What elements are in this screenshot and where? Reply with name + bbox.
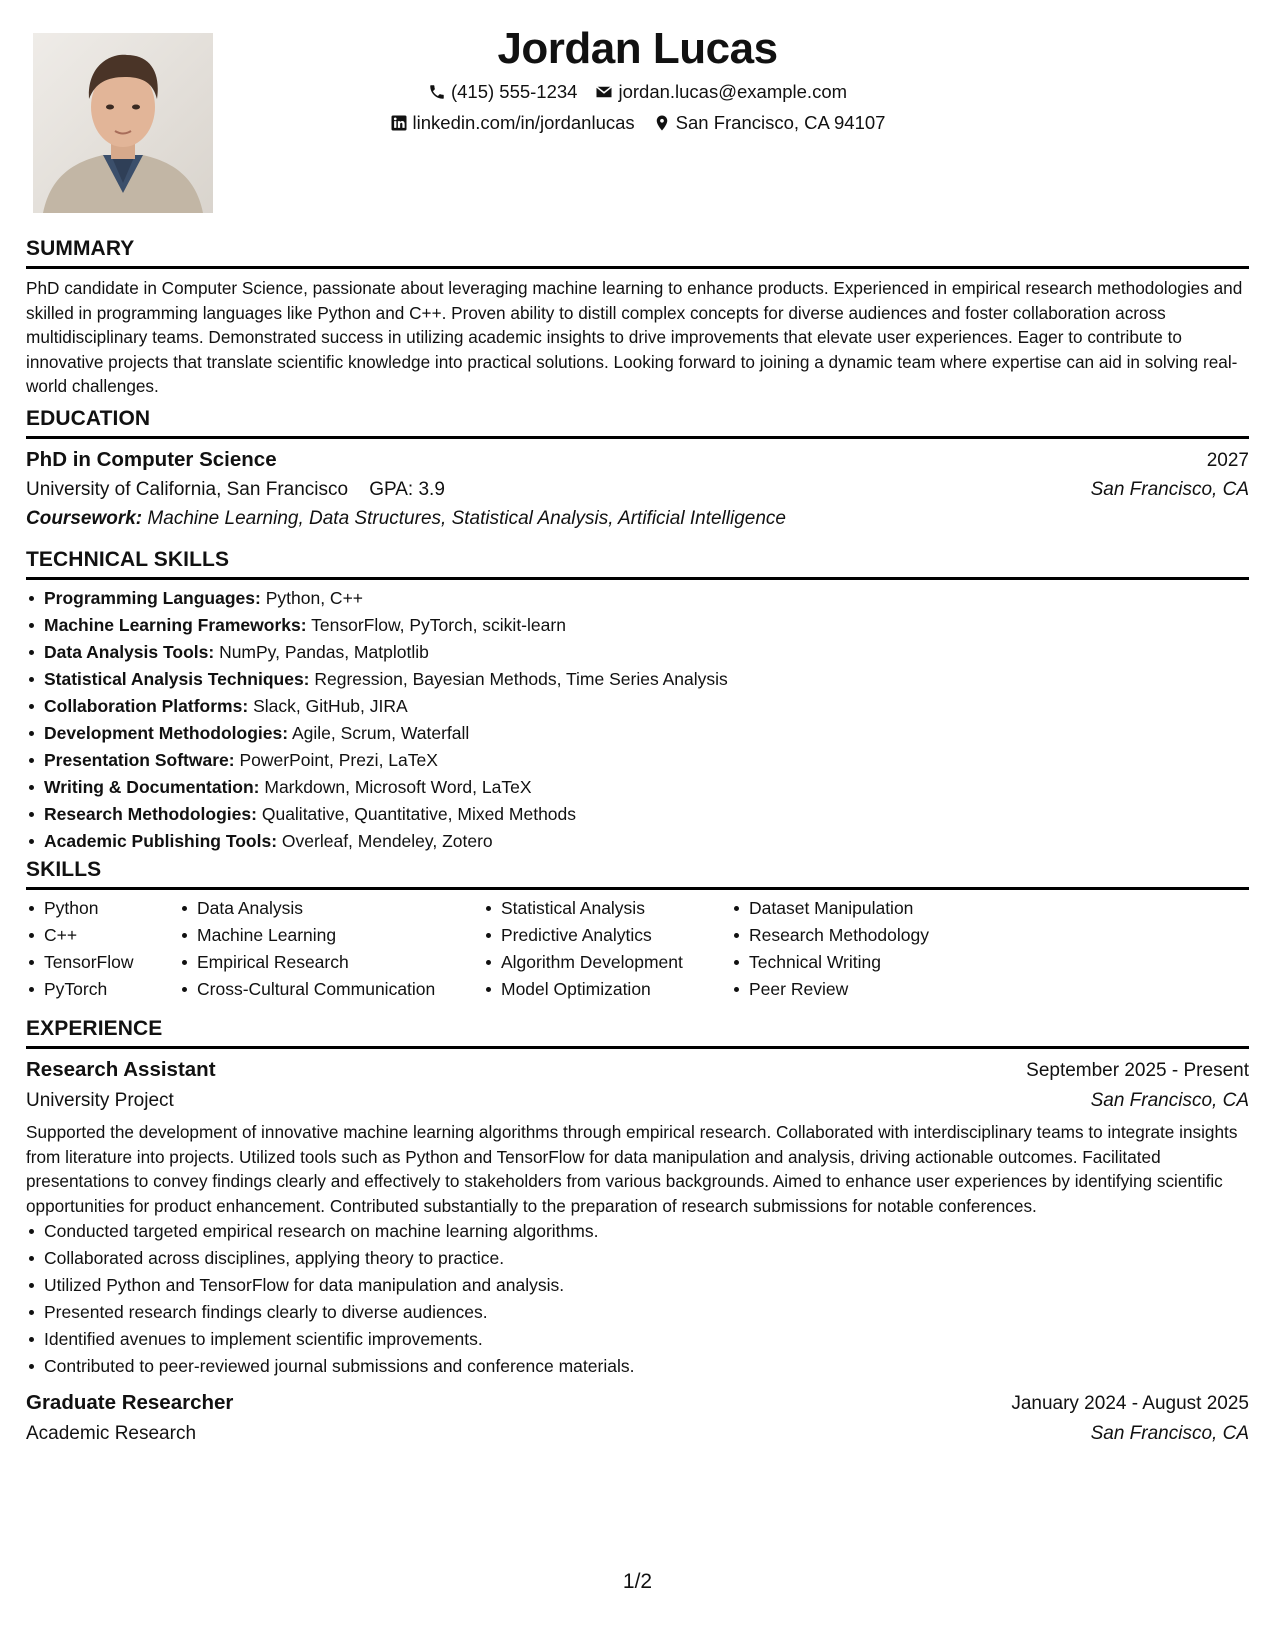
technical-skill-item [44, 801, 1249, 828]
skills-list [501, 895, 731, 1003]
education-section [26, 406, 1249, 533]
technical-skill-item [44, 693, 1249, 720]
technical-skill-label: Statistical Analysis Techniques: [44, 669, 310, 689]
job-header-row [26, 1388, 1249, 1419]
degree-title: PhD in Computer Science [26, 448, 277, 471]
skill-item: Statistical Analysis [501, 895, 731, 922]
technical-skill-item [44, 585, 1249, 612]
linkedin-contact[interactable] [390, 107, 635, 138]
job-location: San Francisco, CA [1090, 1423, 1249, 1445]
coursework-label: Coursework: [26, 508, 143, 529]
linkedin-text: linkedin.com/in/jordanlucas [412, 112, 635, 133]
technical-skill-item [44, 747, 1249, 774]
technical-skill-label: Collaboration Platforms: [44, 696, 249, 716]
location-contact [653, 107, 886, 138]
education-school-row [26, 475, 1249, 504]
education-header-row [26, 445, 1249, 475]
skills-grid [26, 895, 1249, 1003]
technical-skill-label: Research Methodologies: [44, 804, 257, 824]
job-bullet-item: Conducted targeted empirical research on machine learning algorithms. [44, 1218, 1249, 1245]
technical-skill-item [44, 720, 1249, 747]
technical-skill-item [44, 612, 1249, 639]
job-description: Supported the development of innovative machine learning algorithms through empirical research. Collaborated with interdisciplinary teams to integrate insights from literature into projects. Utilized tools such as Python and TensorFlow for data manipulation and analysis, driving actionable outcomes. Facilitated presentations to convey findings clearly and effectively to stakeholders from various backgrounds. Aimed to enhance user experiences by identifying scientific opportunities for product enhancement. Contributed substantially to the preparation of research submissions for notable conferences. [26, 1122, 1238, 1216]
skill-item: C++ [44, 922, 179, 949]
summary-text: PhD candidate in Computer Science, passionate about leveraging machine learning to enhance products. Experienced in empirical research methodologies and skilled in programming languages like Python and C++. Proven ability to distill complex concepts for diverse audiences and foster collaboration across multidisciplinary teams. Demonstrated success in utilizing academic insights to drive improvements that elevate user experiences. Eager to contribute to innovative projects that translate scientific knowledge into practical solutions. Looking forward to joining a dynamic team where expertise can aid in solving real-world challenges. [26, 278, 1243, 397]
page-number: 1/2 [622, 1570, 653, 1593]
technical-skills-section [26, 547, 1249, 855]
job-bullet-item: Collaborated across disciplines, applying theory to practice. [44, 1245, 1249, 1272]
job-bullet-item: Identified avenues to implement scientific improvements. [44, 1326, 1249, 1353]
coursework-text: Machine Learning, Data Structures, Statistical Analysis, Artificial Intelligence [147, 508, 786, 529]
coursework-line [26, 504, 1249, 533]
job-entry [26, 1388, 1249, 1449]
technical-skill-value: Python, C++ [265, 588, 364, 608]
technical-skill-item [44, 639, 1249, 666]
skill-item: Dataset Manipulation [749, 895, 1009, 922]
skill-item: Empirical Research [197, 949, 483, 976]
graduation-year: 2027 [1206, 450, 1249, 471]
job-org: Academic Research [26, 1423, 197, 1445]
school-name: University of California, San Francisco [26, 479, 349, 500]
job-bullets [26, 1218, 1249, 1380]
skills-list [749, 895, 1009, 1003]
technical-skills-list [26, 585, 1249, 855]
technical-skill-value: Overleaf, Mendeley, Zotero [281, 831, 493, 851]
job-location: San Francisco, CA [1090, 1090, 1249, 1111]
skill-item: Peer Review [749, 976, 1009, 1003]
technical-skill-label: Programming Languages: [44, 588, 261, 608]
contact-line-1 [0, 76, 1275, 107]
job-dates: January 2024 - August 2025 [1011, 1393, 1249, 1415]
skill-item: Algorithm Development [501, 949, 731, 976]
skills-section [26, 857, 1249, 1003]
technical-skill-item [44, 666, 1249, 693]
email-text: jordan.lucas@example.com [618, 81, 848, 102]
technical-skill-label: Writing & Documentation: [44, 777, 260, 797]
skills-column [26, 895, 179, 1003]
map-pin-icon [653, 114, 671, 132]
job-role: Graduate Researcher [26, 1391, 234, 1415]
email-contact[interactable] [595, 76, 847, 107]
skill-item: PyTorch [44, 976, 179, 1003]
job-bullet-item: Contributed to peer-reviewed journal submissions and conference materials. [44, 1353, 1249, 1380]
technical-skill-value: NumPy, Pandas, Matplotlib [219, 642, 429, 662]
skill-item: TensorFlow [44, 949, 179, 976]
section-title-education: EDUCATION [26, 407, 151, 430]
job-org-row [26, 1086, 1249, 1116]
skill-item: Data Analysis [197, 895, 483, 922]
experience-section [26, 1016, 1249, 1449]
skill-item: Cross-Cultural Communication [197, 976, 483, 1003]
section-divider [26, 887, 1249, 890]
skill-item: Python [44, 895, 179, 922]
skills-column [731, 895, 1009, 1003]
section-title-experience: EXPERIENCE [26, 1017, 163, 1040]
job-header-row [26, 1055, 1249, 1086]
contact-line-2 [0, 107, 1275, 138]
job-org-row [26, 1419, 1249, 1449]
technical-skill-value: TensorFlow, PyTorch, scikit-learn [311, 615, 566, 635]
job-entry [26, 1055, 1249, 1380]
technical-skill-value: Slack, GitHub, JIRA [253, 696, 408, 716]
summary-section [26, 236, 1249, 399]
skill-item: Model Optimization [501, 976, 731, 1003]
skill-item: Predictive Analytics [501, 922, 731, 949]
section-title-technical-skills: TECHNICAL SKILLS [26, 548, 230, 571]
skills-list [44, 895, 179, 1003]
job-role: Research Assistant [26, 1058, 216, 1081]
envelope-icon [595, 83, 613, 101]
skills-column [179, 895, 483, 1003]
linkedin-icon [390, 114, 408, 132]
skill-item: Technical Writing [749, 949, 1009, 976]
technical-skill-label: Machine Learning Frameworks: [44, 615, 307, 635]
technical-skill-item [44, 828, 1249, 855]
technical-skill-value: Qualitative, Quantitative, Mixed Methods [261, 804, 577, 824]
technical-skill-value: PowerPoint, Prezi, LaTeX [239, 750, 438, 770]
technical-skill-label: Data Analysis Tools: [44, 642, 215, 662]
job-dates: September 2025 - Present [1026, 1060, 1249, 1081]
skill-item: Machine Learning [197, 922, 483, 949]
section-title-summary: SUMMARY [26, 237, 135, 260]
technical-skill-value: Markdown, Microsoft Word, LaTeX [264, 777, 532, 797]
technical-skill-label: Academic Publishing Tools: [44, 831, 278, 851]
technical-skill-label: Presentation Software: [44, 750, 235, 770]
skill-item: Research Methodology [749, 922, 1009, 949]
phone-contact[interactable] [428, 76, 578, 107]
candidate-name: Jordan Lucas [497, 24, 778, 73]
job-bullet-item: Utilized Python and TensorFlow for data manipulation and analysis. [44, 1272, 1249, 1299]
resume-header [0, 22, 1275, 138]
school-location: San Francisco, CA [1090, 479, 1249, 500]
phone-text: (415) 555-1234 [450, 81, 578, 102]
technical-skill-value: Agile, Scrum, Waterfall [291, 723, 470, 743]
section-divider [26, 577, 1249, 580]
skills-list [197, 895, 483, 1003]
technical-skill-label: Development Methodologies: [44, 723, 289, 743]
technical-skill-item [44, 774, 1249, 801]
section-divider [26, 1046, 1249, 1049]
technical-skill-value: Regression, Bayesian Methods, Time Series Analysis [314, 669, 728, 689]
section-divider [26, 436, 1249, 439]
phone-icon [428, 83, 446, 101]
location-text: San Francisco, CA 94107 [675, 112, 886, 133]
skills-column [483, 895, 731, 1003]
section-divider [26, 266, 1249, 269]
gpa: GPA: 3.9 [369, 479, 445, 500]
job-org: University Project [26, 1090, 174, 1111]
job-bullet-item: Presented research findings clearly to diverse audiences. [44, 1299, 1249, 1326]
school-line [26, 475, 445, 504]
section-title-skills: SKILLS [26, 858, 102, 881]
